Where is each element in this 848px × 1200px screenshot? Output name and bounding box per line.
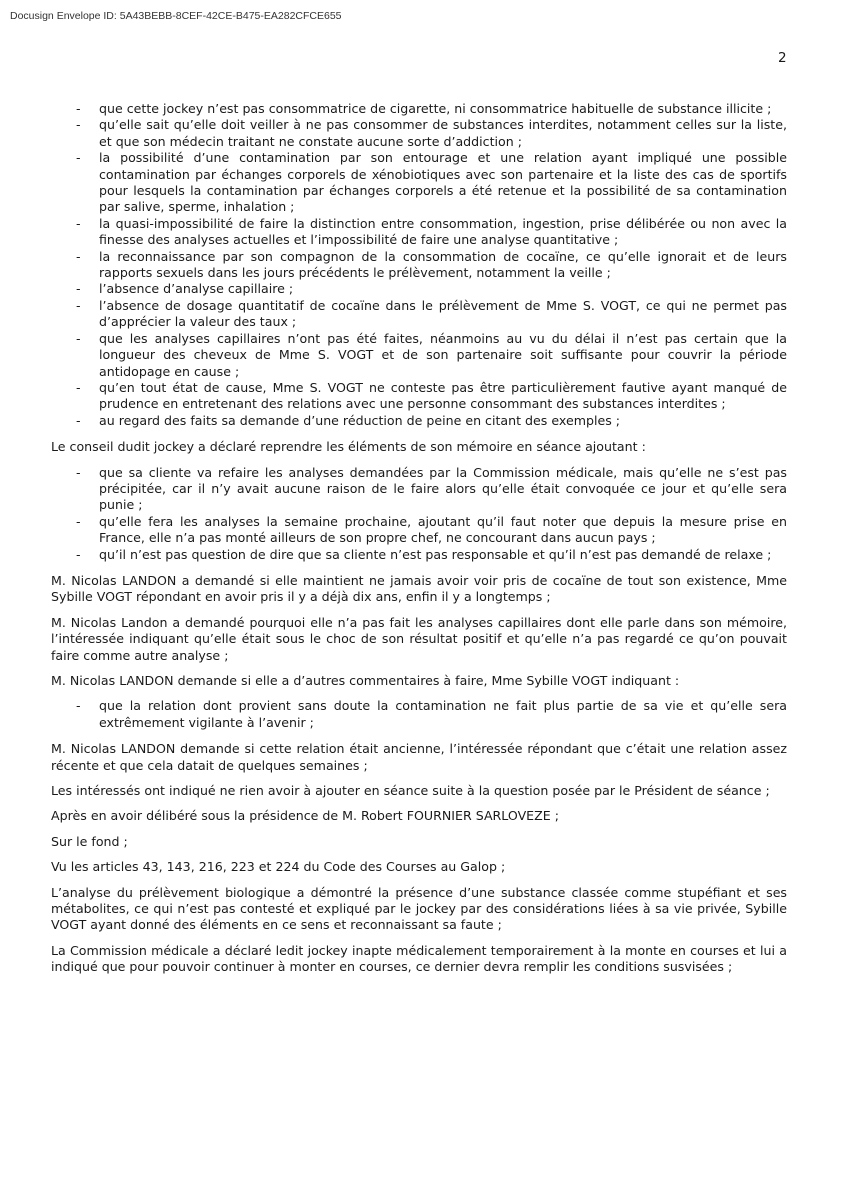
list-item-text: la quasi-impossibilité de faire la distinction entre consommation, ingestion, prise délibérée ou non avec la finesse des analyses actuelles et l’impossibilité de faire une analyse quantitative ; [99, 215, 787, 248]
paragraph-on-merits: Sur le fond ; [51, 833, 128, 849]
list-item [51, 698, 787, 731]
list-item [51, 465, 787, 514]
paragraph-deliberation: Après en avoir délibéré sous la présidence de M. Robert FOURNIER SARLOVEZE ; [51, 808, 559, 824]
paragraph-nothing-to-add: Les intéressés ont indiqué ne rien avoir à ajouter en séance suite à la question posée par le Président de séance ; [51, 783, 770, 799]
bullet-dash: - [76, 412, 81, 428]
paragraph-question-comments: M. Nicolas LANDON demande si elle a d’autres commentaires à faire, Mme Sybille VOGT indiquant : [51, 673, 680, 688]
counsel-list [51, 465, 787, 563]
list-item-text: que sa cliente va refaire les analyses demandées par la Commission médicale, mais qu’elle ne s’est pas précipitée, car il n’y avait aucune raison de le faire alors qu’elle était convoquée ce jour et qu’elle sera punie ; [99, 464, 787, 513]
list-item [51, 150, 787, 216]
paragraph-articles: Vu les articles 43, 143, 216, 223 et 224 du Code des Courses au Galop ; [51, 859, 506, 875]
list-item-text: que la relation dont provient sans doute la contamination ne fait plus partie de sa vie et qu’elle sera extrêmement vigilante à l’avenir ; [99, 698, 787, 730]
list-item-text: au regard des faits sa demande d’une réduction de peine en citant des exemples ; [99, 412, 621, 428]
list-item-text: la possibilité d’une contamination par son entourage et une relation ayant impliqué une possible contamination par échanges corporels de xénobiotiques avec son partenaire et la liste des cas de sportifs pour lesquels la contamination par échanges corporels a été retenue et la possibilité de sa contamination par salive, sperme, inhalation ; [99, 150, 787, 215]
list-item [51, 380, 787, 413]
paragraph-medical-commission: La Commission médicale a déclaré ledit jockey inapte médicalement temporairement à la monte en courses et lui a indiqué que pour pouvoir continuer à monter en courses, ce dernier devra remplir les conditions susvisées ; [51, 942, 787, 975]
envelope-id: Docusign Envelope ID: 5A43BEBB-8CEF-42CE-B475-EA282CFCE655 [10, 10, 342, 22]
list-item [51, 547, 787, 563]
paragraph-question-relation: M. Nicolas LANDON demande si cette relation était ancienne, l’intéressée répondant que c’était une relation assez récente et que cela datait de quelques semaines ; [51, 741, 787, 773]
list-item [51, 249, 787, 282]
submissions-list [51, 101, 787, 429]
list-item [51, 413, 787, 429]
list-item-text: que cette jockey n’est pas consommatrice de cigarette, ni consommatrice habituelle de substance illicite ; [99, 101, 772, 116]
bullet-dash: - [76, 330, 81, 346]
list-item-text: l’absence de dosage quantitatif de cocaïne dans le prélèvement de Mme S. VOGT, ce qui ne permet pas d’apprécier la valeur des taux ; [99, 297, 787, 330]
list-item-text: que les analyses capillaires n’ont pas été faites, néanmoins au vu du délai il n’est pas certain que la longueur des cheveux de Mme S. VOGT et de son partenaire soit suffisante pour couvrir la période antidopage en cause ; [99, 330, 787, 379]
bullet-dash: - [76, 698, 81, 714]
bullet-dash: - [76, 150, 81, 166]
list-item-text: qu’elle sait qu’elle doit veiller à ne pas consommer de substances interdites, notamment celles sur la liste, et que son médecin traitant ne constate aucune sorte d’addiction ; [99, 117, 787, 149]
list-item [51, 216, 787, 249]
bullet-dash: - [76, 281, 81, 297]
document-body [51, 101, 787, 985]
comments-list [51, 698, 787, 731]
paragraph-question-analyses: M. Nicolas Landon a demandé pourquoi elle n’a pas fait les analyses capillaires dont elle parle dans son mémoire, l’intéressée indiquant qu’elle était sous le choc de son résultat positif et qu’elle n’a pas regardé ce qu’on pouvait faire comme autre analyse ; [51, 614, 787, 663]
bullet-dash: - [76, 117, 81, 133]
list-item-text: qu’elle fera les analyses la semaine prochaine, ajoutant qu’il faut noter que depuis la mesure prise en France, elle n’a pas monté ailleurs de son propre chef, ne concourant dans aucun pays ; [99, 513, 787, 546]
bullet-dash: - [76, 379, 81, 395]
list-item-text: qu’en tout état de cause, Mme S. VOGT ne conteste pas être particulièrement fautive ayant manqué de prudence en entretenant des relations avec une personne consommant des substances interdites ; [99, 379, 787, 412]
paragraph-question-cocaine: M. Nicolas LANDON a demandé si elle maintient ne jamais avoir voir pris de cocaïne de tout son existence, Mme Sybille VOGT répondant en avoir pris il y a déjà dix ans, enfin il y a longtemps ; [51, 572, 787, 605]
page-number: 2 [778, 50, 787, 66]
list-item [51, 298, 787, 331]
bullet-dash: - [76, 215, 81, 231]
list-item [51, 514, 787, 547]
list-item [51, 101, 787, 117]
paragraph-analysis: L’analyse du prélèvement biologique a démontré la présence d’une substance classée comme stupéfiant et ses métabolites, ce qui n’est pas contesté et expliqué par le jockey par des considérations liées à sa vie privée, Sybille VOGT ayant donné des éléments en ce sens et reconnaissant sa faute ; [51, 884, 787, 933]
bullet-dash: - [76, 248, 81, 264]
bullet-dash: - [76, 464, 81, 480]
list-item-text: qu’il n’est pas question de dire que sa cliente n’est pas responsable et qu’il n’est pas demandé de relaxe ; [99, 546, 772, 562]
list-item-text: l’absence d’analyse capillaire ; [99, 281, 294, 297]
list-item [51, 117, 787, 150]
bullet-dash: - [76, 297, 81, 313]
bullet-dash: - [76, 513, 81, 529]
list-item [51, 281, 787, 297]
bullet-dash: - [76, 546, 81, 562]
list-item [51, 331, 787, 380]
bullet-dash: - [76, 101, 81, 116]
list-item-text: la reconnaissance par son compagnon de la consommation de cocaïne, ce qu’elle ignorait et de leurs rapports sexuels dans les jours précédents le prélèvement, notamment la veille ; [99, 248, 787, 281]
paragraph-counsel: Le conseil dudit jockey a déclaré reprendre les éléments de son mémoire en séance ajoutant : [51, 439, 646, 455]
